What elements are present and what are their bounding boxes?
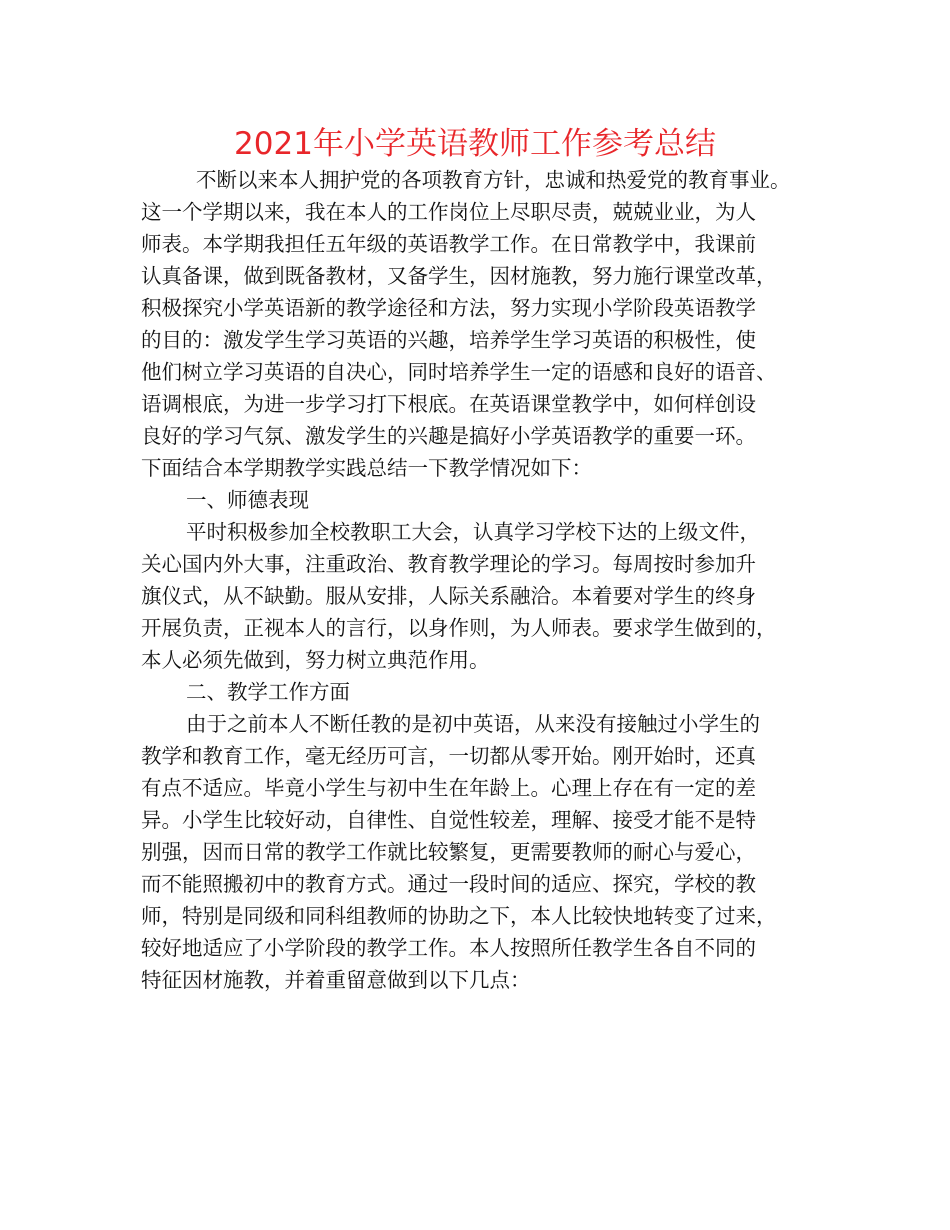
paragraph-line: 异。小学生比较好动，自律性、自觉性较差，理解、接受才能不是特 [141,808,756,832]
paragraph-line: 师，特别是同级和同科组教师的协助之下，本人比较快地转变了过来， [141,904,777,928]
paragraph-line: 认真备课，做到既备教材，又备学生，因材施教，努力施行课堂改革， [141,264,777,288]
paragraph-line: 这一个学期以来，我在本人的工作岗位上尽职尽责，兢兢业业，为人 [141,200,756,224]
paragraph-line: 下面结合本学期教学实践总结一下教学情况如下： [141,456,592,480]
paragraph-line: 特征因材施教，并着重留意做到以下几点： [141,968,531,992]
paragraph-line: 有点不适应。毕竟小学生与初中生在年龄上。心理上存在有一定的差 [141,776,756,800]
paragraph-line: 关心国内外大事，注重政治、教育教学理论的学习。每周按时参加升 [141,552,756,576]
paragraph-line: 师表。本学期我担任五年级的英语教学工作。在日常教学中，我课前 [141,232,756,256]
paragraph-line: 二、教学工作方面 [186,680,350,704]
paragraph-line: 的目的：激发学生学习英语的兴趣，培养学生学习英语的积极性，使 [141,328,756,352]
paragraph-line: 语调根底，为进一步学习打下根底。在英语课堂教学中，如何样创设 [141,392,756,416]
paragraph-line: 积极探究小学英语新的教学途径和方法，努力实现小学阶段英语教学 [141,296,756,320]
paragraph-line: 本人必须先做到，努力树立典范作用。 [141,648,490,672]
paragraph-line: 旗仪式，从不缺勤。服从安排，人际关系融洽。本着要对学生的终身 [141,584,756,608]
paragraph-line: 平时积极参加全校教职工大会，认真学习学校下达的上级文件， [186,520,760,544]
paragraph-line: 不断以来本人拥护党的各项教育方针，忠诚和热爱党的教育事业。 [196,168,791,192]
paragraph-line: 而不能照搬初中的教育方式。通过一段时间的适应、探究，学校的教 [141,872,756,896]
paragraph-line: 开展负责，正视本人的言行，以身作则，为人师表。要求学生做到的， [141,616,777,640]
paragraph-line: 别强，因而日常的教学工作就比较繁复，更需要教师的耐心与爱心， [141,840,756,864]
paragraph-line: 由于之前本人不断任教的是初中英语，从来没有接触过小学生的 [186,712,760,736]
document-title: 2021年小学英语教师工作参考总结 [234,126,716,162]
paragraph-line: 较好地适应了小学阶段的教学工作。本人按照所任教学生各自不同的 [141,936,756,960]
paragraph-line: 教学和教育工作，毫无经历可言，一切都从零开始。刚开始时，还真 [141,744,756,768]
paragraph-line: 良好的学习气氛、激发学生的兴趣是搞好小学英语教学的重要一环。 [141,424,756,448]
paragraph-line: 一、师德表现 [186,488,309,512]
paragraph-line: 他们树立学习英语的自决心，同时培养学生一定的语感和良好的语音、 [141,360,777,384]
